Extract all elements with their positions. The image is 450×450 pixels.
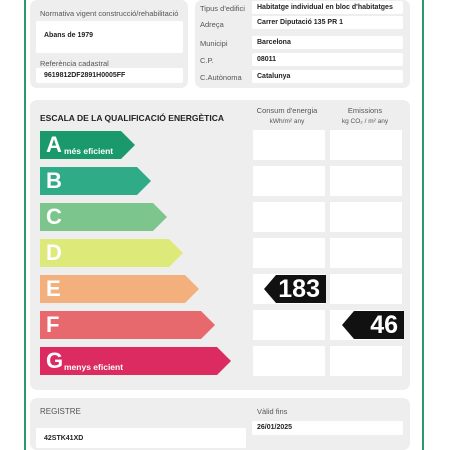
emissions-cell-c xyxy=(330,202,402,232)
valid-until-label: Vàlid fins xyxy=(257,407,288,416)
energy-class-arrow-d xyxy=(40,239,183,267)
emissions-cell-d xyxy=(330,238,402,268)
consumption-cell-c xyxy=(253,202,325,232)
energy-class-arrow-e xyxy=(40,275,199,303)
emissions-column-unit: kg CO₂ / m² any xyxy=(341,118,389,125)
energy-scale-title: ESCALA DE LA QUALIFICACIÓ ENERGÈTICA xyxy=(40,113,225,123)
consumption-rating-badge-value: 183 xyxy=(278,275,320,303)
emissions-cell-a xyxy=(330,130,402,160)
frame-left-border xyxy=(24,0,26,450)
address-value: Carrer Diputació 135 PR 1 xyxy=(257,19,343,26)
regulation-label: Normativa vigent construcció/rehabilitació xyxy=(40,9,179,18)
region-label: C.Autònoma xyxy=(200,73,242,82)
energy-class-arrow-f xyxy=(40,311,215,339)
energy-class-letter: B xyxy=(46,168,62,193)
energy-class-arrow-g xyxy=(40,347,231,375)
emissions-cell-g xyxy=(330,346,402,376)
emissions-column-header: Emissions xyxy=(347,106,383,115)
emissions-rating-badge xyxy=(342,311,404,339)
energy-class-letter: G xyxy=(46,348,64,373)
consumption-rating-badge xyxy=(264,275,326,303)
emissions-rating-badge-value: 46 xyxy=(370,311,398,339)
building-type-value: Habitatge individual en bloc d'habitatges xyxy=(257,4,393,11)
municipality-value: Barcelona xyxy=(257,39,291,46)
consumption-cell-b xyxy=(253,166,325,196)
energy-class-letter: C xyxy=(46,204,62,229)
consumption-cell-f xyxy=(253,310,325,340)
energy-class-letter: A xyxy=(46,132,62,157)
cadastral-value: 9619812DF2891H0005FF xyxy=(44,72,126,79)
energy-class-letter: F xyxy=(46,312,60,337)
building-type-label: Tipus d'edifici xyxy=(200,4,245,13)
address-label: Adreça xyxy=(200,20,224,29)
frame-right-border xyxy=(422,0,424,450)
energy-class-sublabel: menys eficient xyxy=(64,362,124,372)
consumption-cell-d xyxy=(253,238,325,268)
energy-class-arrow-a xyxy=(40,131,135,159)
registry-label: REGISTRE xyxy=(40,407,81,416)
postal-code-label: C.P. xyxy=(200,56,214,65)
municipality-label: Municipi xyxy=(200,39,228,48)
energy-class-arrow-c xyxy=(40,203,167,231)
emissions-cell-e xyxy=(330,274,402,304)
energy-class-arrow-b xyxy=(40,167,151,195)
consumption-cell-a xyxy=(253,130,325,160)
emissions-cell-b xyxy=(330,166,402,196)
consumption-column-unit: kWh/m² any xyxy=(269,118,305,125)
region-value: Catalunya xyxy=(257,73,291,80)
energy-class-letter: E xyxy=(46,276,61,301)
cadastral-label: Referència cadastral xyxy=(40,59,109,68)
consumption-cell-g xyxy=(253,346,325,376)
postal-code-value: 08011 xyxy=(257,56,277,63)
energy-class-sublabel: més eficient xyxy=(64,146,114,156)
registry-value: 42STK41XD xyxy=(44,435,84,442)
energy-class-letter: D xyxy=(46,240,62,265)
consumption-column-header: Consum d'energia xyxy=(256,106,318,115)
valid-until-value: 26/01/2025 xyxy=(257,424,293,431)
regulation-value: Abans de 1979 xyxy=(44,32,94,39)
